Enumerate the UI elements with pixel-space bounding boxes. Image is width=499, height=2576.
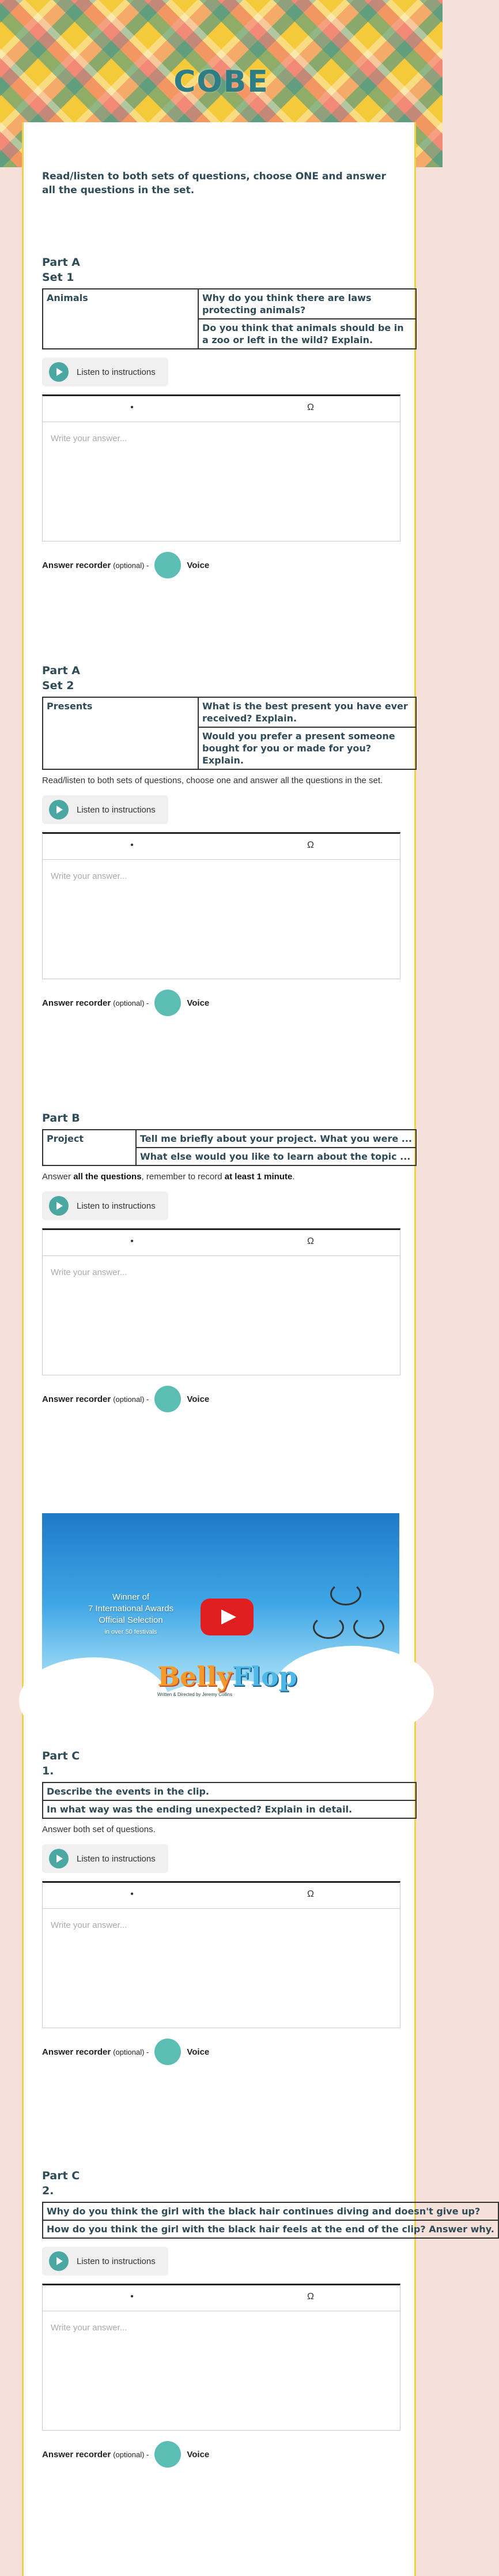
question-1: Describe the events in the clip. bbox=[43, 1782, 416, 1800]
voice-label: Voice bbox=[187, 2047, 210, 2057]
bullet-list-button[interactable]: • bbox=[130, 403, 134, 412]
answer-input[interactable] bbox=[43, 422, 400, 541]
recorder-label: Answer recorder bbox=[42, 560, 111, 570]
answer-input[interactable] bbox=[43, 1909, 400, 2028]
question-2: How do you think the girl with the black hair feels at the end of the clip? Answer why. bbox=[43, 2220, 498, 2238]
answer-recorder bbox=[42, 1386, 417, 1412]
question-table bbox=[42, 288, 417, 349]
question-1: Tell me briefly about your project. What you were ... bbox=[136, 1130, 416, 1148]
editor-toolbar bbox=[43, 1230, 400, 1256]
recorder-optional: (optional) - bbox=[113, 2047, 149, 2056]
answer-editor bbox=[42, 2284, 400, 2431]
editor-toolbar bbox=[43, 1883, 400, 1909]
voice-record-button[interactable] bbox=[154, 552, 181, 578]
video-credit: Written & Directed by Jeremy Collins bbox=[157, 1692, 233, 1697]
editor-toolbar bbox=[43, 396, 400, 422]
answer-recorder bbox=[42, 552, 417, 578]
award-text bbox=[73, 1592, 188, 1638]
voice-label: Voice bbox=[187, 1394, 210, 1404]
voice-label: Voice bbox=[187, 560, 210, 570]
page-title: COBE bbox=[173, 65, 269, 99]
listen-button[interactable] bbox=[42, 1844, 168, 1873]
question-2: Do you think that animals should be in a zoo or left in the wild? Explain. bbox=[198, 319, 416, 349]
listen-button[interactable] bbox=[42, 1191, 168, 1220]
answer-input[interactable] bbox=[43, 860, 400, 979]
question-table bbox=[42, 2202, 499, 2239]
bullet-list-button[interactable]: • bbox=[130, 1889, 134, 1899]
special-char-button[interactable]: Ω bbox=[307, 840, 314, 850]
question-1: What is the best present you have ever received? Explain. bbox=[198, 697, 416, 727]
play-icon bbox=[49, 2251, 69, 2271]
laurel-icon bbox=[313, 1616, 344, 1639]
part-label: Part B bbox=[42, 1112, 80, 1125]
question-2: Would you prefer a present someone bought for you or made for you? Explain. bbox=[198, 727, 416, 769]
note-bold: at least 1 minute bbox=[224, 1172, 293, 1182]
question-1: Why do you think there are laws protecting animals? bbox=[198, 289, 416, 319]
question-1: Why do you think the girl with the black hair continues diving and doesn't give up? bbox=[43, 2202, 498, 2220]
note-text: Answer bbox=[42, 1172, 74, 1182]
question-table bbox=[42, 1129, 417, 1166]
listen-button[interactable] bbox=[42, 2247, 168, 2276]
instruction-note: Read/listen to both sets of questions, choose one and answer all the questions in the set. bbox=[42, 776, 383, 785]
question-2: What else would you like to learn about the topic ... bbox=[136, 1148, 416, 1165]
recorder-optional: (optional) - bbox=[113, 2450, 149, 2459]
part-label: Part A bbox=[42, 664, 81, 677]
answer-editor bbox=[42, 1228, 400, 1375]
listen-button[interactable] bbox=[42, 795, 168, 824]
section-part-b bbox=[42, 1111, 417, 1412]
listen-label: Listen to instructions bbox=[77, 1853, 156, 1864]
recorder-optional: (optional) - bbox=[113, 561, 149, 570]
voice-record-button[interactable] bbox=[154, 990, 181, 1016]
play-icon bbox=[49, 362, 69, 382]
instruction-note bbox=[42, 1171, 399, 1183]
recorder-label: Answer recorder bbox=[42, 2449, 111, 2460]
bullet-list-button[interactable]: • bbox=[130, 2292, 134, 2302]
instruction-note: Answer both set of questions. bbox=[42, 1825, 156, 1834]
note-text: , remember to record bbox=[141, 1172, 225, 1182]
listen-label: Listen to instructions bbox=[77, 367, 156, 377]
video-title-part: Belly bbox=[157, 1661, 232, 1692]
editor-toolbar bbox=[43, 834, 400, 860]
section-part-c-1 bbox=[42, 1748, 417, 2065]
answer-input[interactable] bbox=[43, 1256, 400, 1375]
play-icon bbox=[49, 1196, 69, 1216]
answer-recorder bbox=[42, 990, 417, 1016]
voice-label: Voice bbox=[187, 998, 210, 1008]
topic-cell: Animals bbox=[43, 289, 198, 349]
set-label: 1. bbox=[42, 1765, 54, 1777]
recorder-label: Answer recorder bbox=[42, 2047, 111, 2057]
award-line: 7 International Awards bbox=[88, 1604, 174, 1614]
voice-record-button[interactable] bbox=[154, 2441, 181, 2468]
voice-record-button[interactable] bbox=[154, 1386, 181, 1412]
special-char-button[interactable]: Ω bbox=[307, 1889, 314, 1899]
award-line: in over 50 festivals bbox=[104, 1629, 157, 1635]
answer-editor bbox=[42, 1881, 400, 2028]
play-icon bbox=[49, 800, 69, 819]
topic-cell: Presents bbox=[43, 697, 198, 769]
voice-label: Voice bbox=[187, 2449, 210, 2460]
special-char-button[interactable]: Ω bbox=[307, 1236, 314, 1246]
recorder-label: Answer recorder bbox=[42, 1394, 111, 1404]
video-title-part: Flop bbox=[232, 1661, 297, 1692]
section-part-a-set-2 bbox=[42, 663, 417, 1016]
bullet-list-button[interactable]: • bbox=[130, 840, 134, 850]
answer-input[interactable] bbox=[43, 2311, 400, 2430]
listen-label: Listen to instructions bbox=[77, 2256, 156, 2266]
bullet-list-button[interactable]: • bbox=[130, 1236, 134, 1246]
award-line: Official Selection bbox=[99, 1615, 163, 1625]
answer-recorder bbox=[42, 2039, 417, 2065]
part-label: Part C bbox=[42, 1750, 80, 1762]
part-label: Part A bbox=[42, 256, 81, 269]
video-embed[interactable] bbox=[42, 1513, 399, 1716]
video-title bbox=[157, 1661, 297, 1692]
section-part-a-set-1 bbox=[42, 255, 417, 578]
special-char-button[interactable]: Ω bbox=[307, 403, 314, 412]
set-label: Set 2 bbox=[42, 679, 74, 692]
laurel-icon bbox=[353, 1616, 384, 1639]
topic-cell: Project bbox=[43, 1130, 136, 1165]
youtube-play-button[interactable] bbox=[201, 1599, 254, 1635]
answer-editor bbox=[42, 832, 400, 979]
editor-toolbar bbox=[43, 2285, 400, 2311]
recorder-label: Answer recorder bbox=[42, 998, 111, 1008]
answer-recorder bbox=[42, 2441, 417, 2468]
set-label: Set 1 bbox=[42, 271, 74, 284]
part-label: Part C bbox=[42, 2169, 80, 2182]
note-bold: all the questions bbox=[73, 1172, 142, 1182]
award-line: Winner of bbox=[112, 1592, 150, 1602]
question-table bbox=[42, 697, 417, 770]
play-icon bbox=[49, 1849, 69, 1868]
recorder-optional: (optional) - bbox=[113, 998, 149, 1007]
recorder-optional: (optional) - bbox=[113, 1394, 149, 1404]
voice-record-button[interactable] bbox=[154, 2039, 181, 2065]
listen-label: Listen to instructions bbox=[77, 1201, 156, 1211]
cloud-shape bbox=[19, 1657, 169, 1744]
note-text: . bbox=[292, 1172, 295, 1182]
set-label: 2. bbox=[42, 2184, 54, 2197]
answer-editor bbox=[42, 394, 400, 541]
special-char-button[interactable]: Ω bbox=[307, 2292, 314, 2302]
section-part-c-2 bbox=[42, 2168, 494, 2468]
intro-text: Read/listen to both sets of questions, choose ONE and answer all the questions in the set. bbox=[42, 171, 386, 196]
question-2: In what way was the ending unexpected? Explain in detail. bbox=[43, 1800, 416, 1818]
laurel-icon bbox=[330, 1582, 361, 1605]
listen-label: Listen to instructions bbox=[77, 804, 156, 815]
worksheet-card bbox=[22, 122, 494, 2576]
question-table bbox=[42, 1782, 417, 1819]
listen-button[interactable] bbox=[42, 358, 168, 386]
